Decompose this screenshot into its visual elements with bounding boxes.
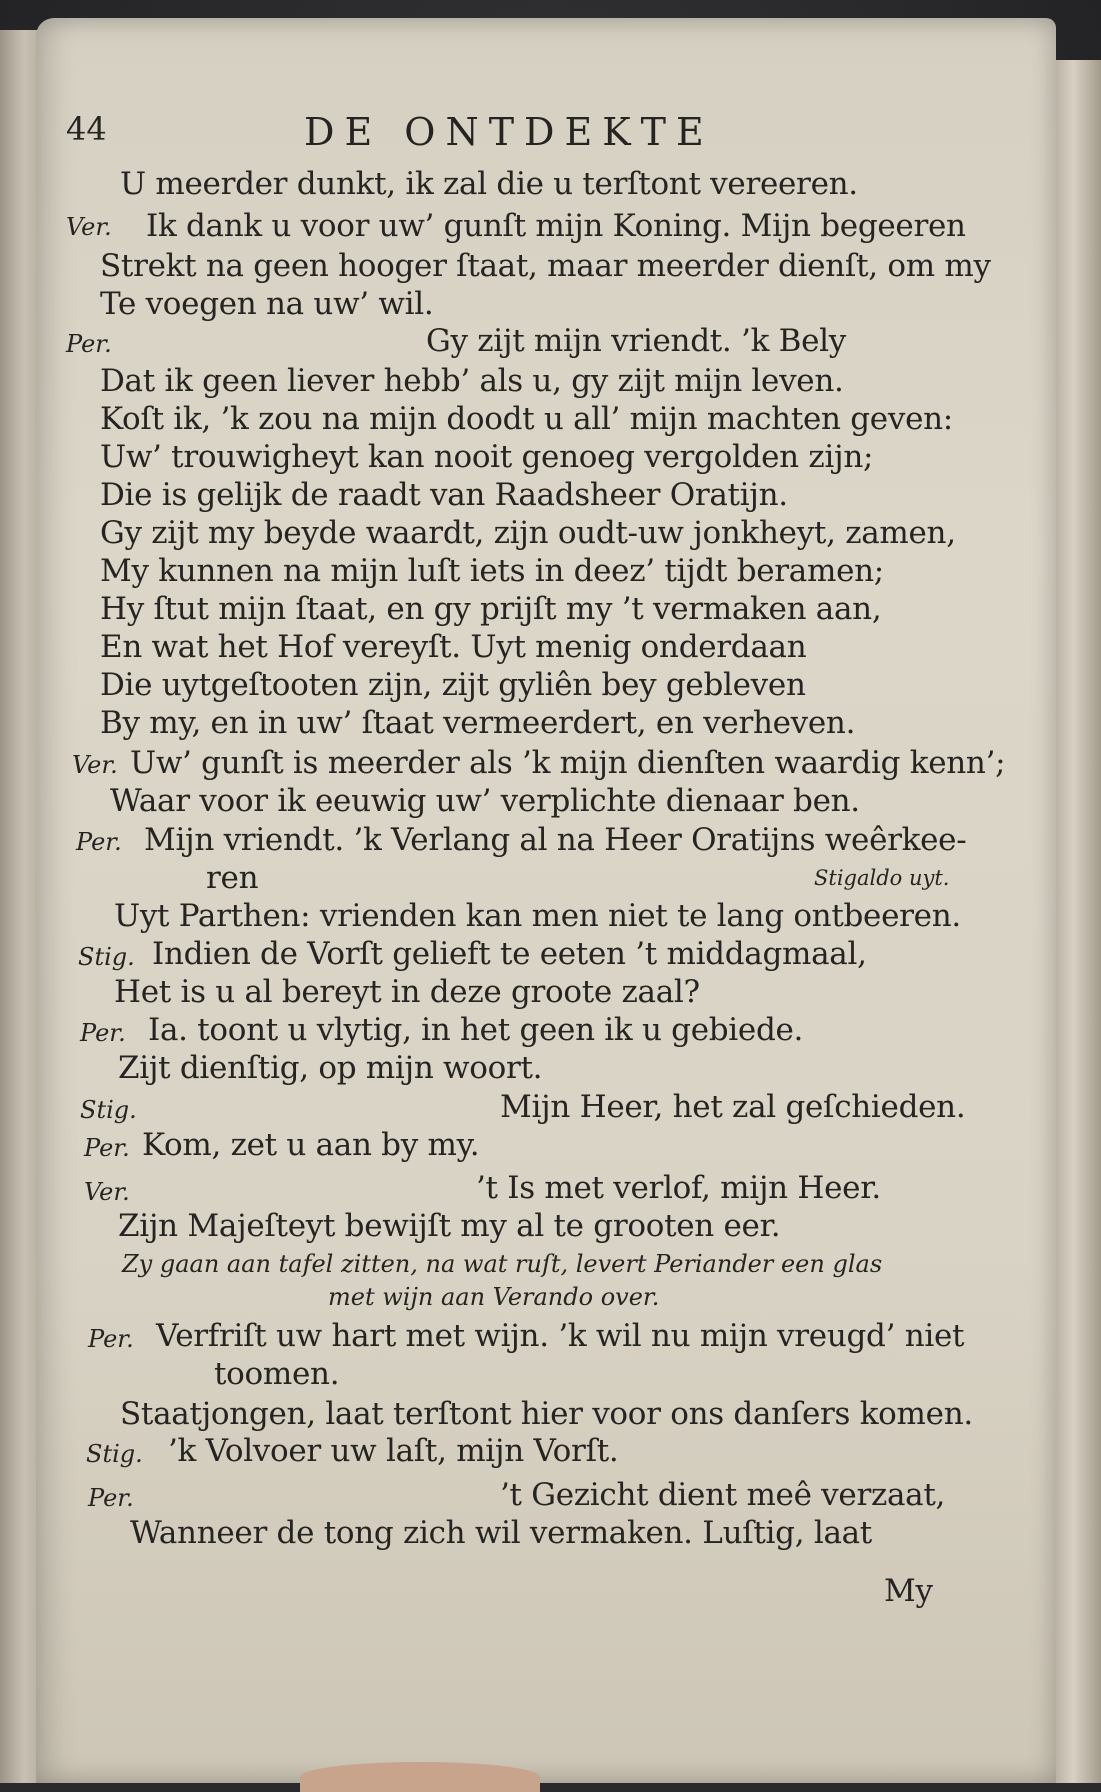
verse-line: Te voegen na uw’ wil.: [100, 286, 434, 322]
speaker-label: Ver.: [72, 751, 118, 779]
verse-line: Staatjongen, laat terſtont hier voor ons danſers komen.: [120, 1396, 973, 1432]
verse-line: Verfriſt uw hart met wijn. ’k wil nu mijn vreugd’ niet: [156, 1318, 965, 1354]
verse-line: En wat het Hof vereyſt. Uyt menig onderdaan: [100, 629, 807, 665]
verse-line: Het is u al bereyt in deze groote zaal?: [114, 974, 700, 1010]
speaker-label: Per.: [76, 828, 122, 856]
verse-line: By my, en in uw’ ſtaat vermeerdert, en verheven.: [100, 705, 856, 741]
stage-direction: Zy gaan aan tafel zitten, na wat ruſt, levert Periander een glas: [122, 1250, 883, 1278]
stage-direction: Stigaldo uyt.: [814, 866, 950, 890]
verse-line: Indien de Vorſt gelieft te eeten ’t middagmaal,: [152, 936, 867, 972]
verse-line: Koſt ik, ’k zou na mijn doodt u all’ mijn machten geven:: [100, 401, 953, 437]
speaker-label: Stig.: [80, 1096, 137, 1124]
speaker-label: Per.: [66, 330, 112, 358]
speaker-label: Stig.: [86, 1440, 143, 1468]
verse-line: Die uytgeſtooten zijn, zijt gyliên bey gebleven: [100, 667, 806, 703]
verse-line: Mijn vriendt. ’k Verlang al na Heer Oratijns weêrkee-: [144, 822, 967, 858]
verse-line: ’t Gezicht dient meê verzaat,: [500, 1477, 946, 1513]
verse-line: U meerder dunkt, ik zal die u terſtont vereeren.: [120, 166, 858, 202]
verse-line: Gy zijt mijn vriendt. ’k Bely: [426, 323, 846, 359]
verse-line: My kunnen na mijn luſt iets in deez’ tijdt beramen;: [100, 553, 884, 589]
book-page: [36, 18, 1056, 1783]
speaker-label: Per.: [80, 1019, 126, 1047]
speaker-label: Per.: [84, 1134, 130, 1162]
verse-line: Waar voor ik eeuwig uw’ verplichte dienaar ben.: [110, 783, 860, 819]
verse-line: Uyt Parthen: vrienden kan men niet te lang ontbeeren.: [114, 898, 961, 934]
previous-page-edge: [0, 30, 40, 1783]
verse-line: ’t Is met verlof, mijn Heer.: [476, 1170, 881, 1206]
verse-line: Uw’ trouwigheyt kan nooit genoeg vergolden zijn;: [100, 439, 874, 475]
verse-line: toomen.: [214, 1356, 340, 1392]
verse-line: Die is gelijk de raadt van Raadsheer Oratijn.: [100, 477, 788, 513]
running-head: DE ONTDEKTE: [304, 110, 714, 154]
catchword: My: [884, 1573, 933, 1609]
verse-line: Dat ik geen liever hebb’ als u, gy zijt mijn leven.: [100, 363, 844, 399]
speaker-label: Per.: [88, 1325, 134, 1353]
verse-line: Ik dank u voor uw’ gunſt mijn Koning. Mijn begeeren: [146, 208, 966, 244]
next-pages-edge: [1055, 60, 1101, 1783]
speaker-label: Ver.: [66, 213, 112, 241]
speaker-label: Per.: [88, 1484, 134, 1512]
thumb: [300, 1762, 540, 1792]
verse-line: Zijn Majeſteyt bewijſt my al te grooten eer.: [118, 1208, 781, 1244]
verse-line: ren: [206, 860, 259, 896]
verse-line: Wanneer de tong zich wil vermaken. Luſtig, laat: [130, 1515, 872, 1551]
speaker-label: Stig.: [78, 943, 135, 971]
verse-line: Hy ſtut mijn ſtaat, en gy prijſt my ’t vermaken aan,: [100, 591, 882, 627]
page-number: 44: [66, 110, 107, 148]
verse-line: Mijn Heer, het zal geſchieden.: [500, 1089, 966, 1125]
verse-line: ’k Volvoer uw laſt, mijn Vorſt.: [168, 1433, 619, 1469]
speaker-label: Ver.: [84, 1178, 130, 1206]
verse-line: Gy zijt my beyde waardt, zijn oudt-uw jonkheyt, zamen,: [100, 515, 956, 551]
verse-line: Strekt na geen hooger ſtaat, maar meerder dienſt, om my: [100, 248, 991, 284]
verse-line: Zijt dienſtig, op mijn woort.: [118, 1050, 543, 1086]
stage-direction: met wijn aan Verando over.: [328, 1283, 660, 1311]
verse-line: Kom, zet u aan by my.: [142, 1127, 480, 1163]
verse-line: Uw’ gunſt is meerder als ’k mijn dienſten waardig kenn’;: [130, 745, 1006, 781]
verse-line: Ia. toont u vlytig, in het geen ik u gebiede.: [148, 1012, 804, 1048]
